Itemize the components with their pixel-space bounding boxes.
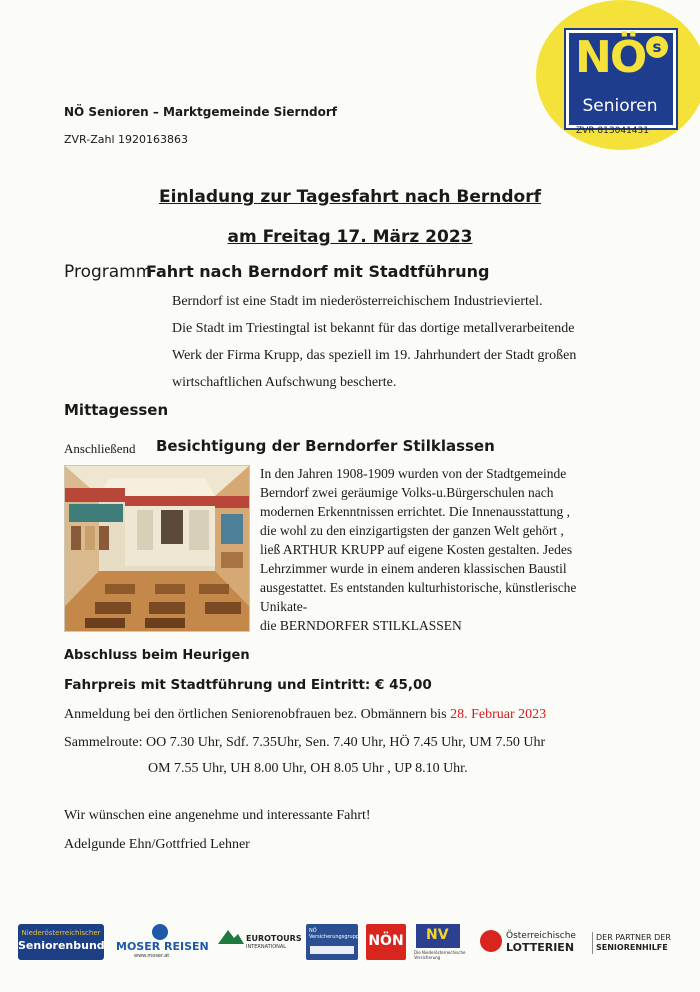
moser-reisen-logo bbox=[116, 924, 209, 960]
signature: Adelgunde Ehn/Gottfried Lehner bbox=[64, 837, 250, 852]
sammelroute-line: OM 7.55 Uhr, UH 8.00 Uhr, OH 8.05 Uhr , UP 8.10 Uhr. bbox=[148, 761, 468, 776]
divider bbox=[592, 932, 593, 954]
programm-line: wirtschaftlichen Aufschwung bescherte. bbox=[172, 375, 397, 390]
lotterien-icon bbox=[480, 930, 502, 952]
mittagessen-heading: Mittagessen bbox=[64, 401, 169, 419]
lotterien-partner2: SENIORENHILFE bbox=[596, 943, 668, 952]
stilklassen-line: die wohl zu den einzigartigsten der ganzen Welt gehört , bbox=[260, 523, 564, 538]
closing-wish: Wir wünschen eine angenehme und interessante Fahrt! bbox=[64, 808, 371, 823]
lotterien-partner1: DER PARTNER DER bbox=[596, 933, 671, 942]
palm-icon bbox=[152, 924, 168, 940]
stilklassen-line: ausgestattet. Es entstanden kulturhistorische, künstlerische bbox=[260, 580, 577, 595]
programm-line: Werk der Firma Krupp, das speziell im 19. Jahrhundert der Stadt großen bbox=[172, 348, 577, 363]
anmeldung-deadline: 28. Februar 2023 bbox=[450, 707, 547, 722]
nv-logo bbox=[414, 924, 474, 960]
eurotours-logo bbox=[218, 924, 302, 960]
stilklassen-line: ließ ARTHUR KRUPP auf eigene Kosten gestalten. Jedes bbox=[260, 542, 573, 557]
stilklassen-line: Unikate- bbox=[260, 599, 308, 614]
stilklasse-photo bbox=[64, 465, 250, 632]
noen-label: NÖN bbox=[368, 933, 404, 949]
logo-subtitle: Senioren bbox=[582, 96, 658, 116]
lotterien-label: LOTTERIEN bbox=[506, 941, 575, 954]
lotterien-logo bbox=[480, 924, 684, 960]
moser-label: MOSER REISEN bbox=[116, 940, 209, 953]
seniorenbund-label: Seniorenbund bbox=[18, 939, 105, 952]
logo-zvr: ZVR 813041431 bbox=[576, 126, 649, 136]
nv-label: NV bbox=[426, 927, 449, 943]
zvr-number: ZVR-Zahl 1920163863 bbox=[64, 133, 189, 146]
eurotours-label: EUROTOURS bbox=[246, 934, 302, 943]
programm-line: Berndorf ist eine Stadt im niederösterreichischem Industrieviertel. bbox=[172, 294, 543, 309]
invitation-date: am Freitag 17. März 2023 bbox=[227, 227, 473, 247]
fahrpreis-heading: Fahrpreis mit Stadtführung und Eintritt: € 45,00 bbox=[64, 677, 432, 693]
seniorenbund-logo bbox=[18, 924, 104, 960]
anschliessend-label: Anschließend bbox=[64, 441, 136, 456]
stilklassen-line: modernen Erkenntnissen errichtet. Die Innenausstattung , bbox=[260, 504, 571, 519]
stilklassen-line: In den Jahren 1908-1909 wurden von der Stadtgemeinde bbox=[260, 466, 567, 481]
programm-label: Programm : bbox=[64, 262, 164, 282]
logo-text: NÖ bbox=[575, 32, 646, 83]
noe-versicherung-top: NÖ Versicherungsgruppe bbox=[309, 928, 363, 940]
abschluss-heading: Abschluss beim Heurigen bbox=[64, 648, 250, 663]
stilklassen-line: Lehrzimmer wurde in einem anderen klassischen Baustil bbox=[260, 561, 567, 576]
group-icons bbox=[310, 946, 354, 954]
invitation-title: Einladung zur Tagesfahrt nach Berndorf bbox=[159, 187, 541, 207]
nv-sub: Die Niederösterreichische Versicherung bbox=[414, 950, 466, 960]
organization-name: NÖ Senioren – Marktgemeinde Sierndorf bbox=[64, 105, 337, 119]
besichtigung-title: Besichtigung der Berndorfer Stilklassen bbox=[156, 437, 495, 455]
programm-line: Die Stadt im Triestingtal ist bekannt für das dortige metallverarbeitende bbox=[172, 321, 575, 336]
sammelroute-line: Sammelroute: OO 7.30 Uhr, Sdf. 7.35Uhr, Sen. 7.40 Uhr, HÖ 7.45 Uhr, UM 7.50 Uhr bbox=[64, 735, 546, 750]
logo-superscript: s bbox=[646, 36, 668, 58]
stilklassen-closing: die BERNDORFER STILKLASSEN bbox=[260, 618, 462, 633]
stilklassen-line: Berndorf zwei geräumige Volks-u.Bürgerschulen nach bbox=[260, 485, 554, 500]
noen-logo bbox=[366, 924, 406, 960]
lotterien-top: Österreichische bbox=[506, 931, 576, 941]
mountain-icon bbox=[218, 928, 244, 944]
moser-url: www.moser.at bbox=[134, 953, 170, 959]
anmeldung-line bbox=[64, 707, 546, 723]
anmeldung-text: Anmeldung bei den örtlichen Seniorenobfrauen bez. Obmännern bis bbox=[64, 707, 447, 722]
programm-title: Fahrt nach Berndorf mit Stadtführung bbox=[146, 262, 490, 281]
noe-versicherung-group-logo bbox=[306, 924, 363, 960]
seniorenbund-top: Niederösterreichischer bbox=[21, 929, 101, 937]
eurotours-sub: INTERNATIONAL bbox=[246, 944, 287, 950]
